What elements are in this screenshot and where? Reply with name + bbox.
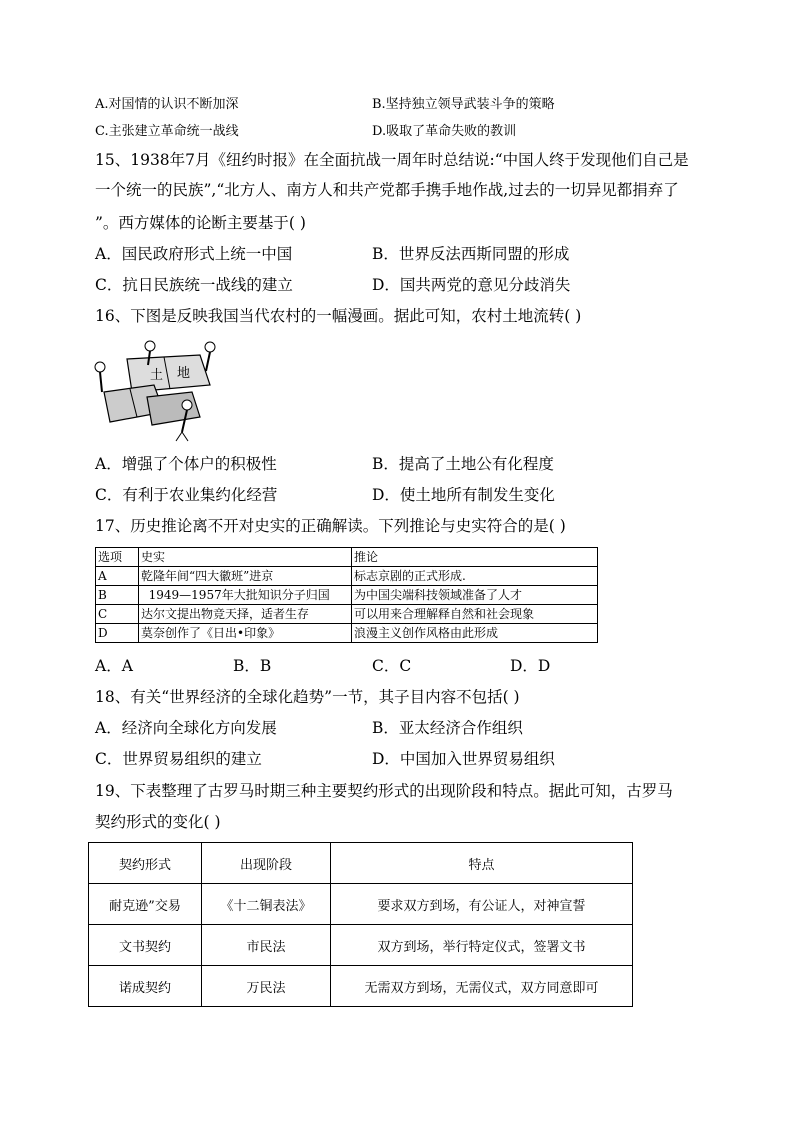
- land-transfer-cartoon: [92, 337, 220, 442]
- table-row: [96, 605, 598, 624]
- q19-stem-line2: 契约形式的变化( ): [95, 813, 221, 831]
- table-cell: 浪漫主义创作风格由此形成: [352, 624, 598, 643]
- q16-option-c: C．有利于农业集约化经营: [95, 486, 278, 504]
- table-row: [96, 586, 598, 605]
- q17-option-d: D．D: [510, 657, 551, 675]
- table-cell: 无需双方到场，无需仪式，双方同意即可: [331, 966, 633, 1007]
- table-header-cell: 选项: [96, 548, 139, 567]
- table-header-cell: 特点: [331, 843, 633, 884]
- q17-option-a: A．A: [95, 657, 133, 675]
- q17-table: [95, 547, 598, 643]
- q18-option-d: D．中国加入世界贸易组织: [372, 750, 555, 768]
- q15-option-d: D．国共两党的意见分歧消失: [372, 276, 571, 294]
- table-row: [96, 548, 598, 567]
- table-row: [89, 843, 633, 884]
- table-row: [89, 925, 633, 966]
- q14-option-c: C.主张建立革命统一战线: [95, 124, 239, 139]
- table-cell: 双方到场，举行特定仪式，签署文书: [331, 925, 633, 966]
- q14-option-a: A.对国情的认识不断加深: [95, 97, 239, 112]
- table-cell: 乾隆年间“四大徽班”进京: [139, 567, 352, 586]
- table-cell: 万民法: [202, 966, 331, 1007]
- table-cell: 莫奈创作了《日出•印象》: [139, 624, 352, 643]
- q18-option-b: B．亚太经济合作组织: [372, 719, 523, 737]
- q15-stem-line2: 一个统一的民族”,“北方人、南方人和共产党都手携手地作战,过去的一切异见都捐弃了: [95, 181, 679, 199]
- q17-stem: 17、历史推论离不开对史实的正确解读。下列推论与史实符合的是( ): [95, 517, 566, 535]
- table-header-cell: 推论: [352, 548, 598, 567]
- q17-option-b: B．B: [233, 657, 272, 675]
- q16-option-a: A．增强了个体户的积极性: [95, 455, 277, 473]
- table-cell: 要求双方到场，有公证人，对神宣誓: [331, 884, 633, 925]
- q18-option-c: C．世界贸易组织的建立: [95, 750, 262, 768]
- table-cell: C: [96, 605, 139, 624]
- table-cell: 《十二铜表法》: [202, 884, 331, 925]
- q18-stem: 18、有关“世界经济的全球化趋势”一节，其子目内容不包括( ): [95, 688, 520, 706]
- table-header-cell: 史实: [139, 548, 352, 567]
- q17-option-c: C．C: [372, 657, 412, 675]
- table-cell: D: [96, 624, 139, 643]
- q16-option-d: D．使土地所有制发生变化: [372, 486, 555, 504]
- table-header-cell: 出现阶段: [202, 843, 331, 884]
- table-cell: 诺成契约: [89, 966, 202, 1007]
- q19-stem-line1: 19、下表整理了古罗马时期三种主要契约形式的出现阶段和特点。据此可知，古罗马: [95, 782, 673, 800]
- q18-option-a: A．经济向全球化方向发展: [95, 719, 277, 737]
- table-cell: 市民法: [202, 925, 331, 966]
- table-cell: 标志京剧的正式形成.: [352, 567, 598, 586]
- table-row: [96, 624, 598, 643]
- table-cell: 达尔文提出物竞天择，适者生存: [139, 605, 352, 624]
- q15-stem-line3: ”。西方媒体的论断主要基于( ): [95, 214, 306, 232]
- table-cell: 耐克逊”交易: [89, 884, 202, 925]
- q15-option-c: C．抗日民族统一战线的建立: [95, 276, 293, 294]
- q15-option-b: B．世界反法西斯同盟的形成: [372, 245, 570, 263]
- q14-option-b: B.坚持独立领导武装斗争的策略: [372, 97, 555, 112]
- q15-option-a: A．国民政府形式上统一中国: [95, 245, 293, 263]
- cartoon-char-2: 地: [177, 366, 191, 381]
- q14-option-d: D.吸取了革命失败的教训: [372, 124, 517, 139]
- table-row: [89, 966, 633, 1007]
- q16-option-b: B．提高了土地公有化程度: [372, 455, 554, 473]
- q15-stem-line1: 15、1938年7月《纽约时报》在全面抗战一周年时总结说:“中国人终于发现他们自己是: [95, 151, 689, 169]
- table-cell: 1949—1957年大批知识分子归国: [139, 586, 352, 605]
- table-cell: 文书契约: [89, 925, 202, 966]
- q19-table: [88, 842, 633, 1007]
- q16-stem: 16、下图是反映我国当代农村的一幅漫画。据此可知，农村土地流转( ): [95, 307, 582, 325]
- table-cell: B: [96, 586, 139, 605]
- table-header-cell: 契约形式: [89, 843, 202, 884]
- table-cell: 可以用来合理解释自然和社会现象: [352, 605, 598, 624]
- cartoon-char-1: 土: [150, 368, 164, 383]
- table-cell: 为中国尖端科技领域准备了人才: [352, 586, 598, 605]
- table-cell: A: [96, 567, 139, 586]
- table-row: [96, 567, 598, 586]
- table-row: [89, 884, 633, 925]
